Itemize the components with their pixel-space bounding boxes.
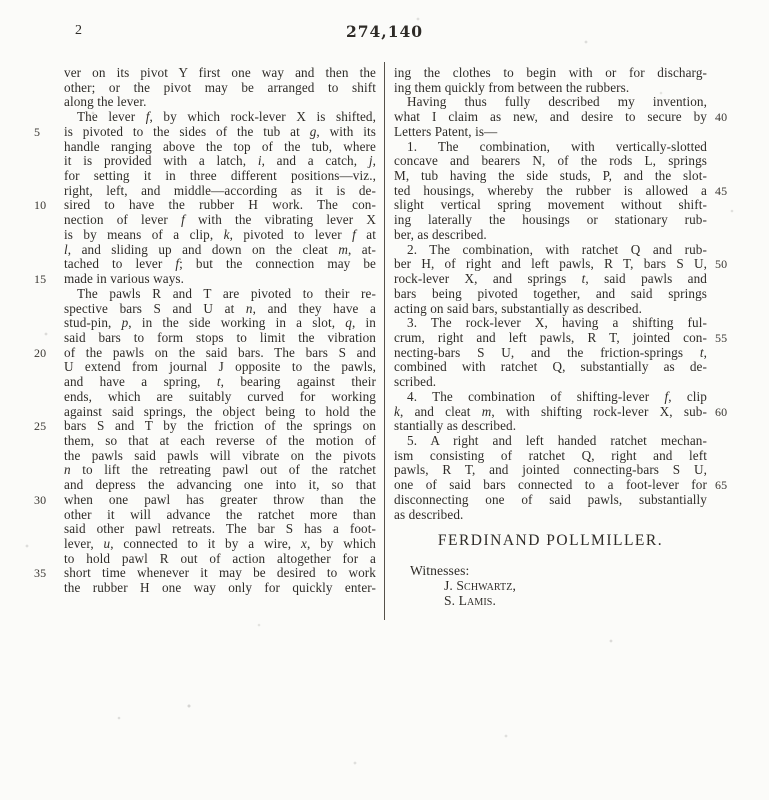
- text-line: bars being pivoted together, and said springs: [394, 285, 707, 301]
- text-line: and have a spring, t, bearing against their: [64, 374, 376, 390]
- text-line: said bars to form stops to limit the vibration: [64, 329, 376, 345]
- text-line: 15 made in various ways.: [34, 271, 185, 287]
- text-line: ing them quickly from between the rubbers.: [394, 79, 630, 95]
- text-line: The pawls R and T are pivoted to their re-: [77, 285, 376, 301]
- text-line: ber, as described.: [394, 226, 487, 242]
- line-number: 15: [34, 272, 47, 287]
- right-column-lines: [394, 65, 728, 522]
- witness-name: S. Lamis.: [444, 593, 496, 609]
- line-number: 65: [715, 478, 728, 493]
- text-line: 1. The combination, with vertically-slotted: [407, 138, 707, 154]
- text-line: against said springs, the object being to hold the: [64, 403, 376, 419]
- text-line: right, left, and middle—according as it is de-: [64, 182, 376, 198]
- text-line: concave and bearers N, of the rods L, springs: [394, 153, 707, 169]
- text-line: 45 ted housings, whereby the rubber is allowed a: [394, 184, 707, 199]
- text-line: ing laterally the housings or stationary rub-: [394, 212, 707, 228]
- text-line: along the lever.: [64, 94, 147, 110]
- text-line: ver on its pivot Y first one way and then the: [64, 65, 376, 80]
- text-line: l, and sliding up and down on the cleat m, at-: [64, 241, 376, 257]
- text-line: Letters Patent, is—: [394, 123, 498, 139]
- text-line: 30 when one pawl has greater throw than the: [34, 491, 376, 507]
- line-number: 45: [715, 183, 728, 198]
- text-line: rock-lever X, and springs t, said pawls and: [394, 271, 707, 287]
- text-line: ing the clothes to begin with or for discharg-: [394, 65, 707, 80]
- text-line: the rubber H one way only for quickly enter-: [64, 580, 376, 596]
- patent-number: 274,140: [345, 22, 424, 41]
- text-line: stud-pin, p, in the side working in a slot, q, in: [64, 315, 376, 331]
- text-line: acting on said bars, substantially as described.: [394, 300, 642, 316]
- text-line: for setting it in three different positions—viz.,: [64, 168, 376, 184]
- left-column: [34, 65, 377, 596]
- text-line: The lever f, by which rock-lever X is shifted,: [77, 109, 377, 125]
- text-line: 4. The combination of shifting-lever f, clip: [407, 388, 707, 404]
- paper-noise: [0, 0, 2, 2]
- text-line: 40 what I claim as new, and desire to secure by: [394, 110, 707, 125]
- text-line: pawls, R T, and jointed connecting-bars S U,: [394, 462, 707, 478]
- text-line: ism consisting of ratchet Q, right and left: [394, 447, 707, 463]
- text-line: ends, which are suitably curved for working: [64, 388, 376, 404]
- text-line: tached to lever f; but the connection may be: [64, 256, 376, 272]
- text-line: 60 k, and cleat m, with shifting rock-lever X, sub-: [394, 405, 707, 420]
- text-line: said other pawl retreats. The bar S has a foot-: [64, 521, 376, 537]
- text-line: other; or the pivot may be arranged to shift: [64, 79, 376, 95]
- text-line: 35 short time whenever it may be desired to work: [34, 565, 376, 581]
- witness-name: J. Schwartz,: [444, 578, 516, 594]
- text-line: spective bars S and U at n, and they have a: [64, 300, 376, 316]
- witnesses-label: Witnesses:: [410, 563, 470, 579]
- text-line: the pawls said pawls will vibrate on the pivots: [64, 447, 376, 463]
- text-line: it is provided with a latch, i, and a catch, j,: [64, 153, 377, 169]
- text-line: 10 sired to have the rubber H work. The con-: [34, 197, 376, 213]
- text-line: disconnecting one of said pawls, substantially: [394, 491, 707, 507]
- line-number: 55: [715, 330, 728, 345]
- text-line: is by means of a clip, k, pivoted to lever f at: [64, 226, 376, 242]
- text-line: 5. A right and left handed ratchet mechan-: [407, 432, 707, 448]
- page-number: 2: [75, 23, 82, 38]
- line-number: 5: [34, 124, 41, 139]
- text-line: 3. The rock-lever X, having a shifting ful-: [407, 315, 707, 331]
- right-column: [394, 65, 728, 609]
- text-line: 25 bars S and T by the friction of the springs on: [34, 418, 376, 434]
- text-line: 2. The combination, with ratchet Q and rub-: [407, 241, 707, 257]
- text-line: 20 of the pawls on the said bars. The bars S and: [34, 344, 376, 360]
- line-number: 60: [715, 404, 728, 419]
- line-number: 20: [34, 345, 47, 360]
- text-line: nection of lever f with the vibrating lever X: [64, 212, 376, 228]
- text-line: them, so that at each reverse of the motion of: [64, 432, 376, 448]
- text-line: M, tub having the side studs, P, and the slot-: [394, 168, 707, 184]
- text-line: combined with ratchet Q, substantially as de-: [394, 359, 707, 375]
- line-number: 50: [715, 257, 728, 272]
- text-line: 5 is pivoted to the sides of the tub at g, with its: [34, 123, 376, 139]
- line-number: 10: [34, 198, 47, 213]
- line-number: 25: [34, 419, 47, 434]
- line-number: 35: [34, 566, 47, 581]
- text-line: scribed.: [394, 374, 437, 390]
- text-line: as described.: [394, 506, 464, 522]
- text-line: lever, u, connected to it by a wire, x, by which: [64, 536, 377, 551]
- line-number: 30: [34, 492, 47, 507]
- text-line: Having thus fully described my invention,: [407, 94, 707, 110]
- text-line: slight vertical spring movement without shift-: [394, 197, 707, 213]
- text-line: 50 ber H, of right and left pawls, R T, bars S U,: [394, 257, 707, 272]
- text-line: other it will advance the ratchet more than: [64, 506, 376, 522]
- text-line: n to lift the retreating pawl out of the ratchet: [64, 462, 376, 478]
- column-divider: [384, 62, 385, 620]
- text-line: handle ranging above the top of the tub, where: [64, 138, 376, 154]
- text-line: 55 crum, right and left pawls, R T, jointed con-: [394, 331, 707, 346]
- text-line: and depress the advancing one into it, so that: [64, 477, 376, 493]
- text-line: 65 one of said bars connected to a foot-lever for: [394, 478, 707, 493]
- line-number: 40: [715, 110, 728, 125]
- text-line: to hold pawl R out of action altogether for a: [64, 550, 376, 566]
- text-line: necting-bars S U, and the friction-springs t,: [394, 344, 707, 360]
- text-line: U extend from journal J opposite to the pawls,: [64, 359, 376, 375]
- inventor-signature: FERDINAND POLLMILLER.: [437, 532, 664, 550]
- text-line: stantially as described.: [394, 418, 517, 434]
